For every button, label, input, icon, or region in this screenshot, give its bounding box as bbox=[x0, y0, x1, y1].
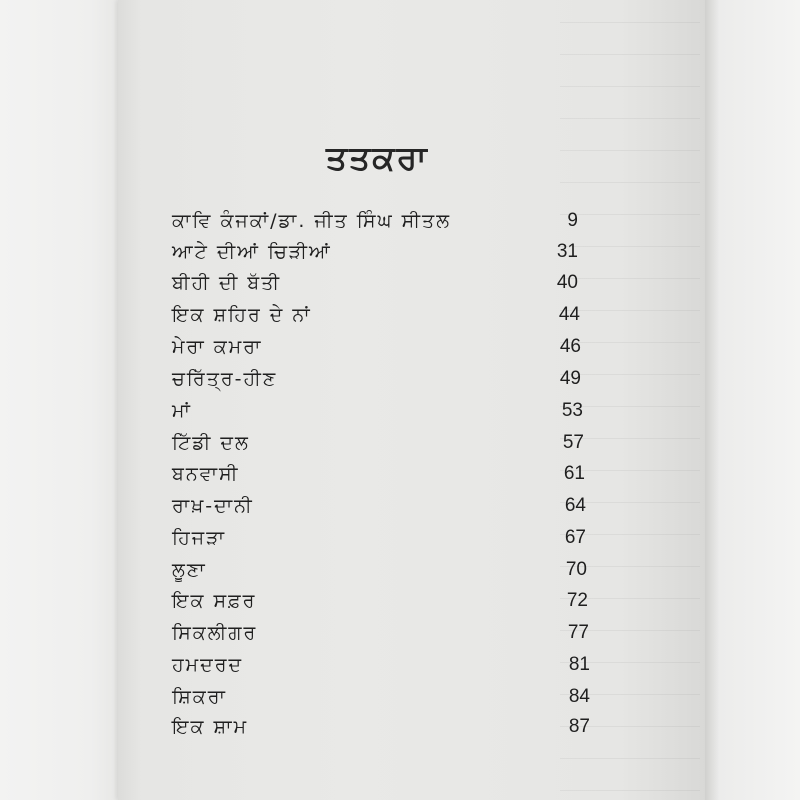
toc-entry-title: ਹਿਜੜਾ bbox=[172, 527, 227, 549]
toc-entry-page: 44 bbox=[558, 304, 580, 325]
background-left bbox=[0, 0, 130, 800]
toc-entry-page: 61 bbox=[563, 463, 585, 484]
toc-row bbox=[172, 527, 592, 558]
toc-entry-page: 53 bbox=[561, 400, 583, 421]
toc-entry-title: ਲੂਣਾ bbox=[172, 559, 207, 581]
toc-entry-title: ਇਕ ਸਫ਼ਰ bbox=[172, 590, 257, 612]
toc-entry-page: 9 bbox=[567, 210, 578, 231]
toc-row bbox=[172, 336, 592, 367]
toc-entry-page: 64 bbox=[564, 495, 586, 516]
toc-row bbox=[172, 686, 592, 717]
toc-entry-page: 81 bbox=[568, 654, 590, 675]
toc-row bbox=[172, 432, 592, 463]
toc-row bbox=[172, 622, 592, 653]
toc-entry-title: ਰਾਖ਼-ਦਾਨੀ bbox=[172, 495, 254, 517]
toc-entry-title: ਇਕ ਸ਼ਾਮ bbox=[172, 716, 249, 738]
toc-entry-title: ਆਟੇ ਦੀਆਂ ਚਿੜੀਆਂ bbox=[172, 241, 332, 263]
toc-row bbox=[172, 304, 592, 335]
toc-entry-page: 46 bbox=[559, 336, 581, 357]
page-title: ਤਤਕਰਾ bbox=[326, 138, 429, 177]
toc-entry-title: ਕਾਵਿ ਕੰਜਕਾਂ/ਡਾ. ਜੀਤ ਸਿੰਘ ਸੀਤਲ bbox=[172, 210, 452, 232]
toc-row bbox=[172, 463, 592, 494]
toc-row bbox=[172, 495, 592, 526]
toc-row bbox=[172, 559, 592, 590]
toc-entry-title: ਹਮਦਰਦ bbox=[172, 654, 244, 676]
toc-row bbox=[172, 716, 592, 747]
toc-row bbox=[172, 241, 592, 272]
toc-entry-page: 70 bbox=[565, 559, 587, 580]
toc-row bbox=[172, 272, 592, 303]
background-right bbox=[705, 0, 800, 800]
toc-entry-title: ਸ਼ਿਕਰਾ bbox=[172, 686, 227, 708]
toc-row bbox=[172, 590, 592, 621]
toc-entry-page: 72 bbox=[566, 590, 588, 611]
toc-entry-page: 77 bbox=[567, 622, 589, 643]
toc-row bbox=[172, 210, 592, 241]
toc-entry-page: 84 bbox=[568, 686, 590, 707]
toc-entry-title: ਸਿਕਲੀਗਰ bbox=[172, 622, 258, 644]
toc-entry-page: 57 bbox=[562, 432, 584, 453]
toc-entry-title: ਮੇਰਾ ਕਮਰਾ bbox=[172, 336, 263, 358]
toc-row bbox=[172, 654, 592, 685]
toc-entry-title: ਬਨਵਾਸੀ bbox=[172, 463, 240, 485]
toc-entry-title: ਬੀਹੀ ਦੀ ਬੱਤੀ bbox=[172, 272, 282, 294]
toc-entry-title: ਚਰਿੱਤ੍ਰ-ਹੀਣ bbox=[172, 368, 278, 390]
toc-entry-title: ਟਿੱਡੀ ਦਲ bbox=[172, 432, 250, 454]
toc-entry-page: 31 bbox=[556, 241, 578, 262]
toc-entry-page: 40 bbox=[556, 272, 578, 293]
toc-row bbox=[172, 400, 592, 431]
toc-row bbox=[172, 368, 592, 399]
toc-entry-page: 49 bbox=[559, 368, 581, 389]
toc-entry-page: 67 bbox=[564, 527, 586, 548]
toc-entry-title: ਮਾਂ bbox=[172, 400, 192, 422]
toc-entry-title: ਇਕ ਸ਼ਹਿਰ ਦੇ ਨਾਂ bbox=[172, 304, 312, 326]
toc-entry-page: 87 bbox=[568, 716, 590, 737]
